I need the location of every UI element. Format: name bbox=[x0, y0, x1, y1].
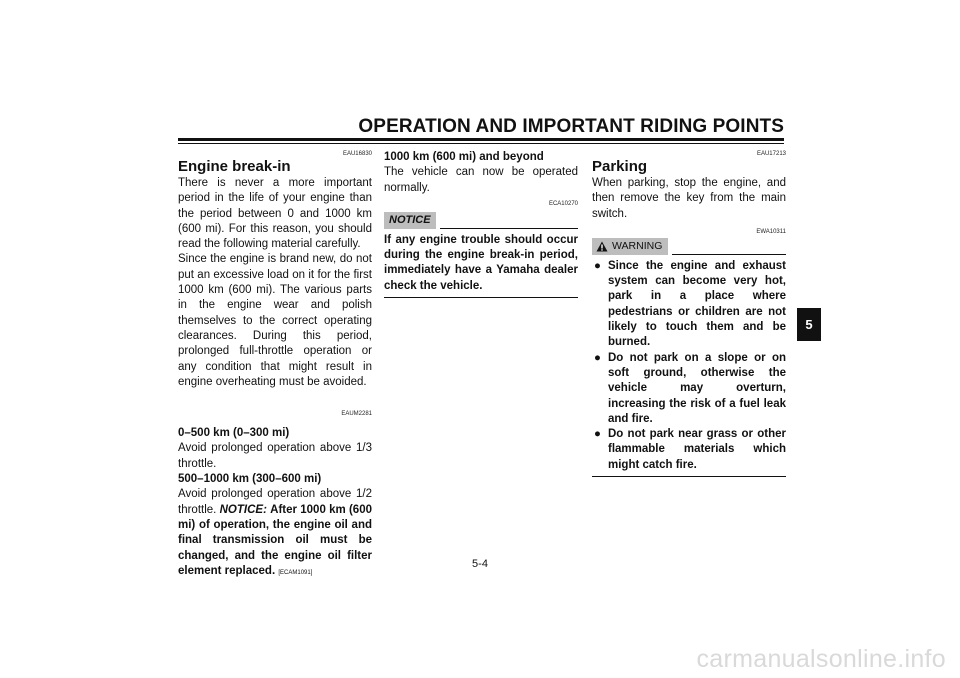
text-1000-beyond: The vehicle can now be operated normally. bbox=[384, 166, 578, 194]
warning-code: EWA10311 bbox=[756, 228, 786, 235]
chapter-tab: 5 bbox=[797, 308, 821, 341]
notice-body: If any engine trouble should occur during the engine break-in period, immediately have a Yamaha dealer check the vehicle. bbox=[384, 233, 578, 292]
page-header-title: OPERATION AND IMPORTANT RIDING POINTS bbox=[358, 116, 784, 137]
column-beyond-1000 bbox=[384, 150, 578, 298]
text-500-1000-block bbox=[178, 487, 372, 581]
header-rule-thin bbox=[178, 143, 784, 144]
text-0-500: Avoid prolonged operation above 1/3 throttle. bbox=[178, 442, 372, 470]
subheading-500-1000: 500–1000 km (300–600 mi) bbox=[178, 473, 322, 486]
warning-label-box bbox=[592, 238, 668, 255]
warning-item: ● Do not park on a slope or on soft ground, otherwise the vehicle may overturn, increasing the risk of a fuel leak and fire. bbox=[592, 351, 786, 427]
subsection-code: EAUM2281 bbox=[341, 411, 372, 418]
notice-code: ECA10270 bbox=[548, 200, 578, 207]
subheading-1000-beyond: 1000 km (600 mi) and beyond bbox=[384, 151, 544, 163]
column-parking bbox=[592, 150, 786, 477]
watermark: carmanualsonline.info bbox=[696, 645, 946, 673]
notice-inline-code: [ECAM1091] bbox=[278, 569, 313, 576]
warning-header bbox=[592, 238, 786, 255]
warning-triangle-icon bbox=[596, 241, 608, 252]
warning-item: ● Since the engine and exhaust system can become very hot, park in a place where pedestrians or children are not likely to touch them and be burned. bbox=[592, 259, 786, 351]
bullet-icon: ● bbox=[594, 259, 601, 272]
notice-header bbox=[384, 212, 578, 229]
section-code: EAU16830 bbox=[342, 151, 372, 157]
warning-end-rule bbox=[592, 476, 786, 477]
section-code: EAU17213 bbox=[756, 151, 786, 157]
paragraph-brand-new: Since the engine is brand new, do not put an excessive load on it for the first 1000 km (600 mi). The various parts in the engine wear and polish themselves to the correct operating clearances. During this period, prolonged full-throttle operation or any condition that might result in engine overheating must be avoided. bbox=[178, 253, 372, 388]
paragraph-intro: There is never a more important period in the life of your engine than the period between 0 and 1000 km (600 mi). For this reason, you should read the following material carefully. bbox=[178, 177, 372, 251]
section-heading-engine-break-in: Engine break-in bbox=[178, 158, 291, 175]
warning-rule bbox=[672, 254, 786, 255]
notice-prefix: NOTICE: bbox=[219, 503, 267, 516]
subheading-0-500: 0–500 km (0–300 mi) bbox=[178, 427, 290, 440]
notice-label: NOTICE bbox=[384, 212, 436, 229]
notice-inline-text: After 1000 km (600 mi) of operation, the engine oil and final transmission oil must be changed, and the engine oil filter element replaced. bbox=[178, 503, 372, 577]
notice-end-rule bbox=[384, 297, 578, 298]
header-rule bbox=[178, 138, 784, 141]
text-500-1000: Avoid prolonged operation above 1/2 throttle. bbox=[178, 488, 372, 516]
column-engine-break-in bbox=[178, 150, 372, 581]
bullet-icon: ● bbox=[594, 428, 601, 441]
page-number: 5-4 bbox=[472, 558, 488, 570]
warning-label: WARNING bbox=[612, 239, 663, 252]
warning-item: ● Do not park near grass or other flammable materials which might catch fire. bbox=[592, 427, 786, 473]
bullet-icon: ● bbox=[594, 351, 601, 364]
notice-rule bbox=[440, 228, 578, 229]
parking-text: When parking, stop the engine, and then remove the key from the main switch. bbox=[592, 177, 786, 220]
warning-list bbox=[592, 259, 786, 473]
section-heading-parking: Parking bbox=[592, 158, 648, 175]
